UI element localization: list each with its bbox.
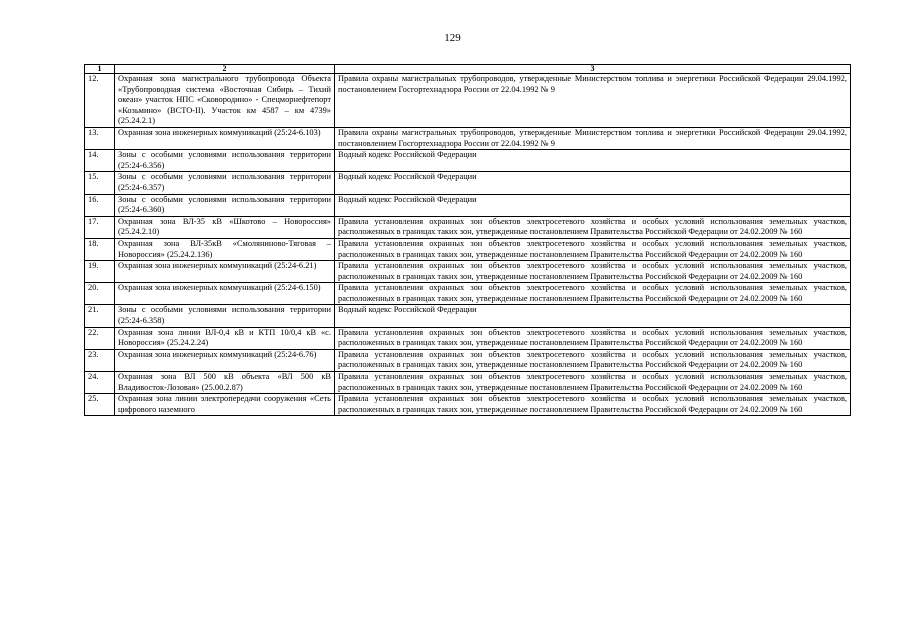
zone-name: Зоны с особыми условиями использования территории (25:24-6.358): [115, 305, 335, 327]
table-row: [85, 216, 851, 238]
table-row: [85, 172, 851, 194]
row-number: 19.: [85, 261, 115, 283]
table-body: [85, 74, 851, 416]
zone-name: Охранная зона магистрального трубопровода Объекта «Трубопроводная система «Восточная Сибирь – Тихий океан» участок НПС «Сковородино» - Спецморнефтепорт «Козьмино» (ВСТО-II). Участок км 4587 – км 4739» (25.24.2.1): [115, 74, 335, 128]
table-header-row: [85, 65, 851, 74]
row-number: 20.: [85, 283, 115, 305]
row-number: 24.: [85, 372, 115, 394]
row-number: 22.: [85, 327, 115, 349]
row-number: 21.: [85, 305, 115, 327]
table-row: [85, 150, 851, 172]
row-number: 15.: [85, 172, 115, 194]
regulating-document: Водный кодекс Российской Федерации: [335, 150, 851, 172]
regulating-document: Правила установления охранных зон объектов электросетевого хозяйства и особых условий использования земельных участков, расположенных в границах таких зон, утвержденные постановлением Правительства Российской Федерации от 24.02.2009 № 160: [335, 349, 851, 371]
restrictions-table: [84, 64, 851, 416]
table-row: [85, 372, 851, 394]
zone-name: Охранная зона линии ВЛ-0,4 кВ и КТП 10/0,4 кВ «с. Новороссия» (25.24.2.24): [115, 327, 335, 349]
regulating-document: Правила установления охранных зон объектов электросетевого хозяйства и особых условий использования земельных участков, расположенных в границах таких зон, утвержденные постановлением Правительства Российской Федерации от 24.02.2009 № 160: [335, 394, 851, 416]
row-number: 14.: [85, 150, 115, 172]
row-number: 13.: [85, 127, 115, 149]
regulating-document: Правила установления охранных зон объектов электросетевого хозяйства и особых условий использования земельных участков, расположенных в границах таких зон, утвержденные постановлением Правительства Российской Федерации от 24.02.2009 № 160: [335, 327, 851, 349]
zone-name: Зоны с особыми условиями использования территории (25:24-6.357): [115, 172, 335, 194]
column-header-zone: 2: [115, 65, 335, 74]
table-row: [85, 305, 851, 327]
table-row: [85, 194, 851, 216]
page-number: 129: [444, 32, 461, 44]
regulating-document: Правила установления охранных зон объектов электросетевого хозяйства и особых условий использования земельных участков, расположенных в границах таких зон, утвержденные постановлением Правительства Российской Федерации от 24.02.2009 № 160: [335, 283, 851, 305]
regulating-document: Правила установления охранных зон объектов электросетевого хозяйства и особых условий использования земельных участков, расположенных в границах таких зон, утвержденные постановлением Правительства Российской Федерации от 24.02.2009 № 160: [335, 216, 851, 238]
zone-name: Охранная зона инженерных коммуникаций (25:24-6.103): [115, 127, 335, 149]
zone-name: Охранная зона инженерных коммуникаций (25:24-6.150): [115, 283, 335, 305]
zone-name: Охранная зона ВЛ 500 кВ объекта «ВЛ 500 кВ Владивосток-Лозовая» (25.00.2.87): [115, 372, 335, 394]
zone-name: Зоны с особыми условиями использования территории (25:24-6.356): [115, 150, 335, 172]
table-row: [85, 127, 851, 149]
regulating-document: Водный кодекс Российской Федерации: [335, 194, 851, 216]
zone-name: Охранная зона инженерных коммуникаций (25:24-6.21): [115, 261, 335, 283]
regulating-document: Водный кодекс Российской Федерации: [335, 172, 851, 194]
regulating-document: Правила установления охранных зон объектов электросетевого хозяйства и особых условий использования земельных участков, расположенных в границах таких зон, утвержденные постановлением Правительства Российской Федерации от 24.02.2009 № 160: [335, 372, 851, 394]
column-header-document: 3: [335, 65, 851, 74]
row-number: 25.: [85, 394, 115, 416]
table-row: [85, 283, 851, 305]
table-row: [85, 394, 851, 416]
row-number: 12.: [85, 74, 115, 128]
table-row: [85, 74, 851, 128]
zone-name: Охранная зона ВЛ-35кВ «Смоляниново-Тяговая – Новороссия» (25.24.2.136): [115, 238, 335, 260]
zone-name: Зоны с особыми условиями использования территории (25:24-6.360): [115, 194, 335, 216]
column-header-number: 1: [85, 65, 115, 74]
row-number: 18.: [85, 238, 115, 260]
row-number: 17.: [85, 216, 115, 238]
regulating-document: Правила охраны магистральных трубопроводов, утвержденные Министерством топлива и энергетики Российской Федерации 29.04.1992, постановлением Госгортехнадзора России от 22.04.1992 № 9: [335, 74, 851, 128]
zone-name: Охранная зона инженерных коммуникаций (25:24-6.76): [115, 349, 335, 371]
regulating-document: Правила установления охранных зон объектов электросетевого хозяйства и особых условий использования земельных участков, расположенных в границах таких зон, утвержденные постановлением Правительства Российской Федерации от 24.02.2009 № 160: [335, 238, 851, 260]
regulating-document: Водный кодекс Российской Федерации: [335, 305, 851, 327]
row-number: 16.: [85, 194, 115, 216]
table-row: [85, 261, 851, 283]
table-row: [85, 238, 851, 260]
row-number: 23.: [85, 349, 115, 371]
regulating-document: Правила охраны магистральных трубопроводов, утвержденные Министерством топлива и энергетики Российской Федерации 29.04.1992, постановлением Госгортехнадзора России от 22.04.1992 № 9: [335, 127, 851, 149]
table-row: [85, 327, 851, 349]
regulating-document: Правила установления охранных зон объектов электросетевого хозяйства и особых условий использования земельных участков, расположенных в границах таких зон, утвержденные постановлением Правительства Российской Федерации от 24.02.2009 № 160: [335, 261, 851, 283]
table-row: [85, 349, 851, 371]
zone-name: Охранная зона ВЛ-35 кВ «Шкотово – Новороссия» (25.24.2.10): [115, 216, 335, 238]
zone-name: Охранная зона линии электропередачи сооружения «Сеть цифрового наземного: [115, 394, 335, 416]
